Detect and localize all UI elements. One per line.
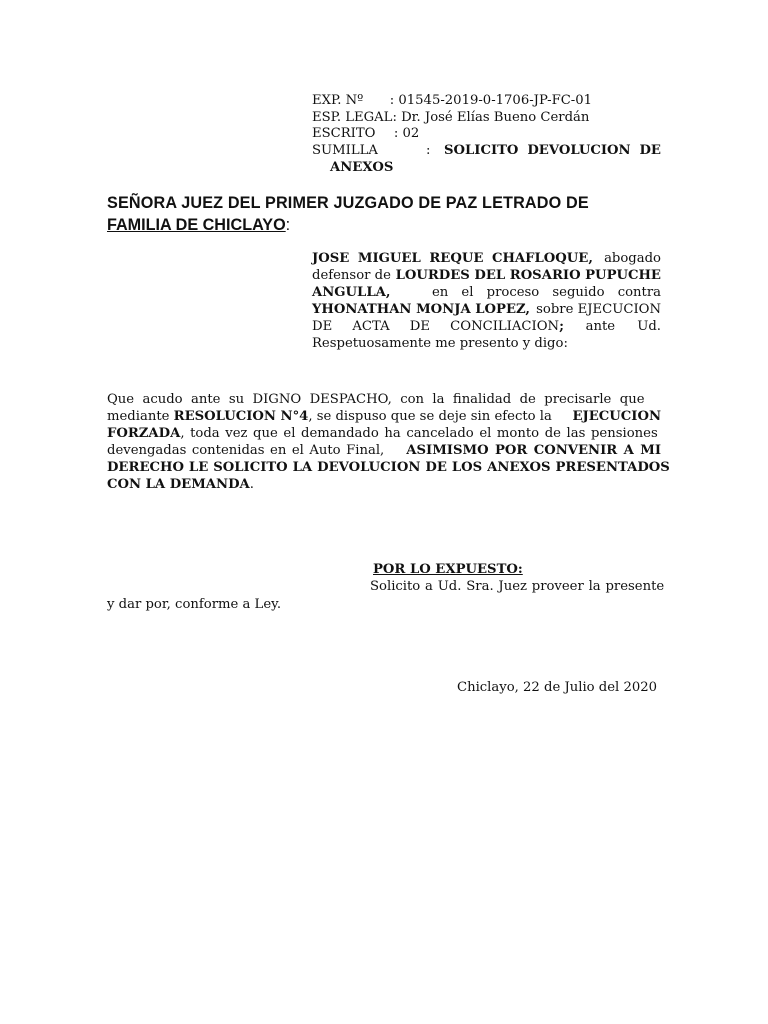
body-line6	[107, 476, 254, 493]
body-line1	[107, 391, 661, 408]
body-text: .	[249, 477, 254, 492]
body-text: , toda vez que el demandado ha cancelado el monto de las pensiones	[180, 426, 658, 441]
body-text: FORZADA	[107, 426, 181, 441]
body-line4	[107, 442, 661, 459]
esp-legal-line	[312, 109, 589, 126]
resolution-ref: RESOLUCION N°4	[173, 409, 309, 424]
sumilla-text-line1	[444, 142, 661, 159]
sumilla-word: DEVOLUCION	[527, 143, 631, 158]
addressee-line2	[107, 214, 290, 236]
body-line2	[107, 408, 661, 425]
exp-line	[312, 92, 592, 109]
body-text	[107, 408, 552, 425]
intro-text: sobre EJECUCION	[536, 302, 661, 317]
intro-text: abogado	[604, 251, 661, 266]
esp-value: Dr. José Elías Bueno Cerdán	[401, 110, 590, 125]
sumilla-word: SOLICITO	[444, 143, 519, 158]
sumilla-colon: :	[426, 143, 431, 158]
intro-text	[312, 318, 564, 335]
closing-line1	[370, 578, 665, 595]
addressee-text: SEÑORA JUEZ DEL PRIMER JUZGADO DE PAZ LETRADO DE	[107, 194, 589, 212]
intro-text: ;	[559, 319, 564, 334]
addressee-line1	[107, 192, 661, 214]
body-text: mediante	[107, 409, 170, 424]
exp-label: EXP. Nº	[312, 93, 364, 108]
intro-text: defensor de	[312, 268, 391, 283]
place-date: Chiclayo, 22 de Julio del 2020	[457, 680, 658, 695]
addressee-colon: :	[285, 216, 291, 234]
escrito-line	[312, 125, 419, 142]
intro-line6: Respetuosamente me presento y digo:	[312, 336, 568, 351]
intro-line3	[312, 284, 661, 301]
closing-heading: POR LO EXPUESTO:	[373, 562, 523, 577]
court-name: FAMILIA DE CHICLAYO	[107, 216, 286, 234]
closing-text: Solicito a Ud. Sra. Juez proveer la presente	[370, 579, 665, 594]
intro-text: DE ACTA DE CONCILIACION	[312, 319, 560, 334]
addressee-line1-text	[107, 192, 661, 214]
client-name: ANGULLA,	[312, 285, 391, 300]
escrito-value: : 02	[393, 126, 420, 141]
sumilla-label: SUMILLA	[312, 143, 378, 158]
body-text: ASIMISMO POR CONVENIR A MI	[406, 443, 661, 458]
body-line5	[107, 459, 670, 476]
lawyer-name: JOSE MIGUEL REQUE CHAFLOQUE,	[312, 251, 593, 266]
intro-text: en el proceso seguido contra	[431, 285, 661, 300]
intro-line1	[312, 250, 661, 267]
body-text: , se dispuso que se deje sin efecto la	[308, 409, 552, 424]
client-name: LOURDES DEL ROSARIO PUPUCHE	[395, 268, 661, 283]
body-text	[107, 425, 658, 442]
intro-line5	[312, 318, 661, 335]
sumilla-text-line2: ANEXOS	[330, 160, 394, 175]
sumilla-word: DE	[639, 143, 661, 158]
body-text: EJECUCION	[572, 409, 661, 424]
esp-label: ESP. LEGAL:	[312, 110, 397, 125]
body-text: devengadas contenidas en el Auto Final,	[107, 443, 385, 458]
opponent-name: YHONATHAN MONJA LOPEZ,	[312, 302, 530, 317]
body-line3	[107, 425, 661, 442]
body-text: DERECHO LE SOLICITO LA DEVOLUCION DE LOS ANEXOS PRESENTADOS	[107, 460, 670, 475]
intro-text: ante Ud.	[585, 319, 661, 334]
exp-value: : 01545-2019-0-1706-JP-FC-01	[389, 93, 593, 108]
intro-line4	[312, 301, 661, 318]
body-text: Que acudo ante su DIGNO DESPACHO, con la finalidad de precisarle que	[107, 392, 645, 407]
escrito-label: ESCRITO	[312, 126, 376, 141]
closing-line2: y dar por, conforme a Ley.	[107, 597, 282, 612]
intro-line2	[312, 267, 661, 284]
body-text: CON LA DEMANDA	[107, 477, 250, 492]
